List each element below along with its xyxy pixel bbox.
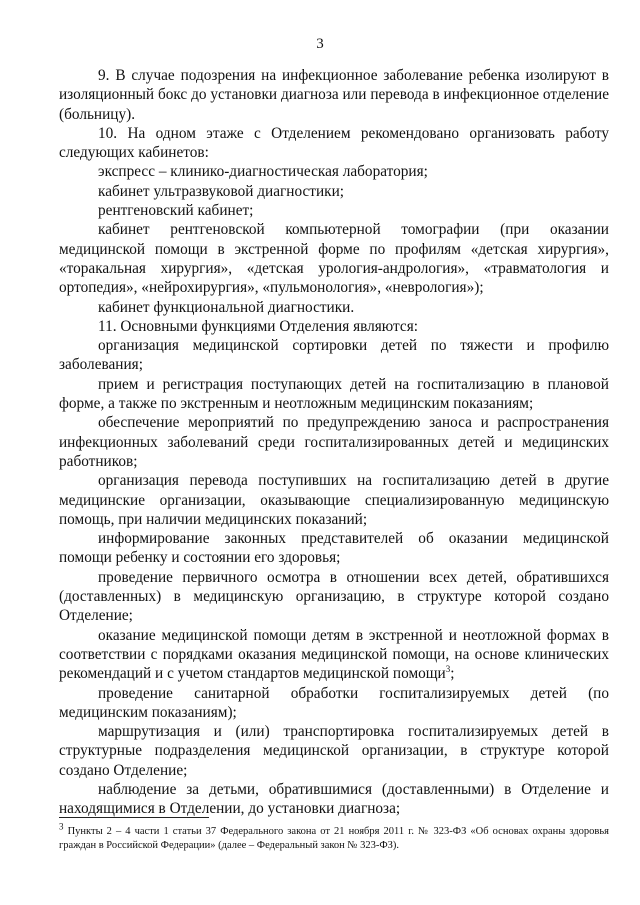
list-item: наблюдение за детьми, обратившимися (доставленными) в Отделение и находящимися в Отделении, до установки диагноза;: [59, 780, 609, 818]
list-item: информирование законных представителей об оказании медицинской помощи ребенку и состоянии его здоровья;: [59, 530, 609, 567]
list-item: маршрутизация и (или) транспортировка госпитализируемых детей в структурные подразделения медицинской организации, в структуре которой создано Отделение;: [59, 723, 609, 779]
list-item-text: оказание медицинской помощи детям в экстренной и неотложной формах в соответствии с порядками оказания медицинской помощи, на основе клинических рекомендаций и с учетом стандартов медицинской помощи: [59, 626, 609, 683]
footnote: [59, 821, 609, 853]
list-item: прием и регистрация поступающих детей на госпитализацию в плановой форме, а также по экстренным и неотложным медицинским показаниям;: [59, 375, 609, 413]
list-item: кабинет рентгеновской компьютерной томографии (при оказании медицинской помощи в экстренной форме по профилям «детская хирургия», «торакальная хирургия», «детская урология-андрология», «травматология и ортопедия», «нейрохирургия», «пульмонология», «неврология»);: [59, 221, 609, 297]
list-item: экспресс – клинико-диагностическая лаборатория;: [98, 163, 428, 181]
footnote-separator: [59, 817, 209, 818]
page-number: 3: [316, 36, 324, 52]
list-item-suffix: ;: [450, 665, 455, 683]
footnote-mark: 3: [59, 821, 64, 832]
list-item: кабинет функциональной диагностики.: [98, 298, 355, 316]
footnote-text: Пункты 2 – 4 части 1 статьи 37 Федерального закона от 21 ноября 2011 г. № 323-ФЗ «Об основах охраны здоровья граждан в Российской Федерации» (далее – Федеральный закон № 323-ФЗ).: [59, 826, 609, 851]
footnote-reference: 3: [445, 664, 451, 675]
list-item: обеспечение мероприятий по предупреждению заноса и распространения инфекционных заболеваний среди госпитализированных детей и медицинских работников;: [59, 414, 609, 470]
paragraph-10: 10. На одном этаже с Отделением рекомендовано организовать работу следующих кабинетов:: [59, 124, 609, 162]
list-item: проведение первичного осмотра в отношении всех детей, обратившихся (доставленных) в медицинскую организацию, в структуре которой создано Отделение;: [59, 568, 609, 625]
paragraph-9: 9. В случае подозрения на инфекционное заболевание ребенка изолируют в изоляционный бокс до установки диагноза или перевода в инфекционное отделение (больницу).: [59, 67, 609, 123]
document-body: [59, 66, 609, 819]
list-item: организация перевода поступивших на госпитализацию детей в другие медицинские организации, оказывающие специализированную медицинскую помощь, при наличии медицинских показаний;: [59, 472, 609, 528]
list-item: кабинет ультразвуковой диагностики;: [98, 182, 345, 200]
paragraph-11: 11. Основными функциями Отделения являются:: [98, 317, 418, 335]
list-item: рентгеновский кабинет;: [98, 202, 254, 220]
list-item: [59, 626, 609, 684]
list-item: организация медицинской сортировки детей по тяжести и профилю заболевания;: [59, 337, 609, 374]
list-item: проведение санитарной обработки госпитализируемых детей (по медицинским показаниям);: [59, 684, 609, 721]
